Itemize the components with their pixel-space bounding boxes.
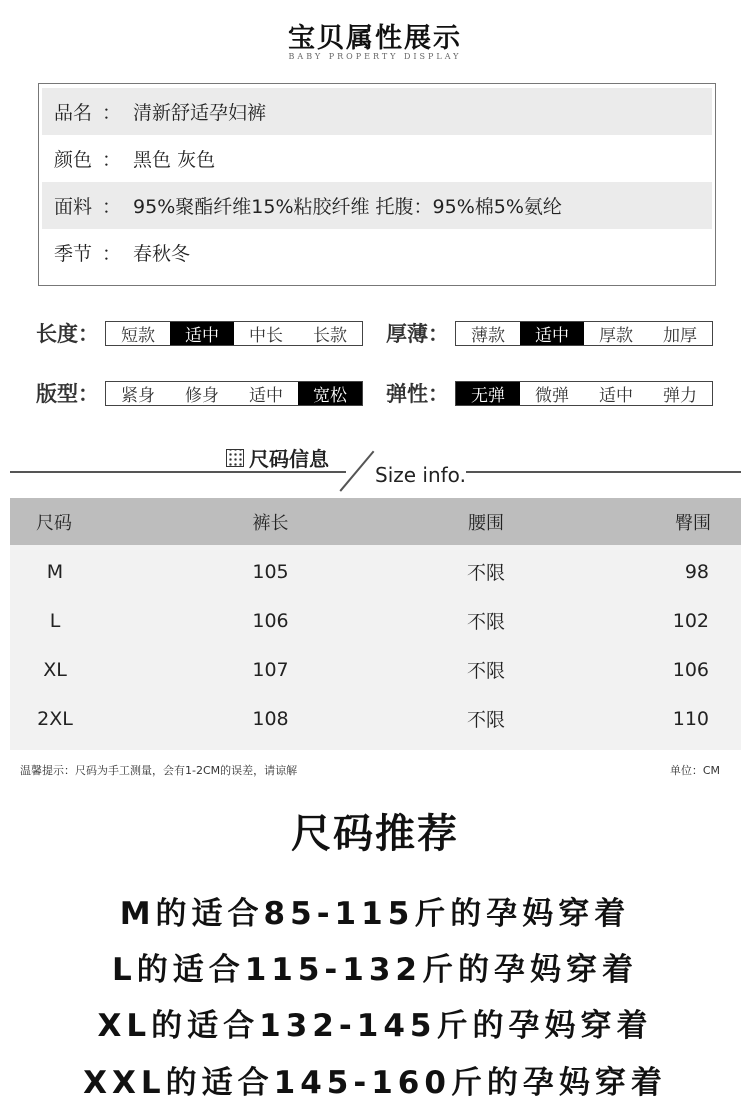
attribute-label: 厚薄： xyxy=(386,322,449,346)
property-panel xyxy=(38,83,716,286)
page-title: 宝贝属性展示 xyxy=(288,23,462,54)
option-group xyxy=(105,381,363,406)
property-value: 清新舒适孕妇裤 xyxy=(133,102,267,124)
option-chip: 弹力 xyxy=(663,385,697,406)
property-value: 春秋冬 xyxy=(133,243,191,265)
table-row xyxy=(10,547,741,596)
property-separator: ： xyxy=(102,196,122,218)
grid-icon xyxy=(226,449,244,467)
table-cell: 105 xyxy=(252,560,289,583)
table-cell: 不限 xyxy=(466,709,505,731)
property-value: 黑色 灰色 xyxy=(133,149,216,171)
attribute-label: 版型： xyxy=(36,382,99,406)
table-body xyxy=(10,545,741,750)
option-chip: 中长 xyxy=(249,325,283,346)
property-row-fabric xyxy=(42,182,712,229)
option-chip: 厚款 xyxy=(599,325,633,346)
option-chip: 适中 xyxy=(249,385,283,406)
table-cell: M xyxy=(46,560,64,583)
option-chip-selected: 宽松 xyxy=(298,382,362,405)
table-row xyxy=(10,645,741,694)
option-group xyxy=(455,381,713,406)
property-key: 季节 xyxy=(54,243,93,265)
column-header: 臀围 xyxy=(675,512,711,534)
table-cell: 98 xyxy=(684,560,709,583)
table-cell: 不限 xyxy=(466,562,505,584)
attribute-label: 长度： xyxy=(36,322,99,346)
option-chip-selected: 适中 xyxy=(520,322,584,345)
attribute-length xyxy=(36,318,363,348)
table-cell: 106 xyxy=(672,658,709,681)
option-chip-selected: 适中 xyxy=(170,322,234,345)
property-key: 品名 xyxy=(54,102,93,124)
attribute-label: 弹性： xyxy=(386,382,449,406)
property-row-season xyxy=(42,229,712,276)
property-value: 95%聚酯纤维15%粘胶纤维 托腹：95%棉5%氨纶 xyxy=(133,196,562,218)
unit-label: 单位：CM xyxy=(669,764,720,777)
option-chip: 适中 xyxy=(599,385,633,406)
size-info-header xyxy=(0,433,750,493)
page-subtitle: BABY PROPERTY DISPLAY xyxy=(288,52,462,61)
divider xyxy=(466,471,741,473)
property-key: 面料 xyxy=(54,196,93,218)
property-key: 颜色 xyxy=(54,149,93,171)
measurement-note: 温馨提示：尺码为手工测量，会有1-2CM的误差，请谅解 xyxy=(20,764,298,777)
column-header: 腰围 xyxy=(468,512,504,534)
table-row xyxy=(10,694,741,743)
column-header: 尺码 xyxy=(36,512,72,534)
table-row xyxy=(10,596,741,645)
option-chip: 短款 xyxy=(121,325,155,346)
table-cell: 110 xyxy=(672,707,709,730)
table-header xyxy=(10,498,741,545)
attribute-thickness xyxy=(386,318,713,348)
table-cell: 106 xyxy=(252,609,289,632)
column-header: 裤长 xyxy=(252,512,289,534)
recommendation-line: XL的适合132-145斤的孕妈穿着 xyxy=(97,1008,653,1044)
attribute-elasticity xyxy=(386,378,713,408)
table-cell: 2XL xyxy=(37,707,73,730)
option-group xyxy=(105,321,363,346)
option-chip: 紧身 xyxy=(121,385,155,406)
size-info-title-text: 尺码信息 xyxy=(249,447,329,471)
property-row-color xyxy=(42,135,712,182)
option-chip: 长款 xyxy=(313,325,347,346)
table-cell: XL xyxy=(43,658,67,681)
property-separator: ： xyxy=(102,102,122,124)
option-chip: 加厚 xyxy=(663,325,697,346)
property-row-name xyxy=(42,88,712,135)
size-info-title xyxy=(226,443,329,472)
recommendation-line: M的适合85-115斤的孕妈穿着 xyxy=(119,896,631,932)
recommendation-line: XXL的适合145-160斤的孕妈穿着 xyxy=(83,1065,667,1101)
table-cell: 不限 xyxy=(466,611,505,633)
recommendation-line: L的适合115-132斤的孕妈穿着 xyxy=(111,952,639,988)
size-table xyxy=(10,498,741,750)
option-chip: 微弹 xyxy=(535,385,569,406)
option-group xyxy=(455,321,713,346)
table-cell: 102 xyxy=(672,609,709,632)
size-recommendation-title: 尺码推荐 xyxy=(291,811,459,857)
table-cell: 不限 xyxy=(466,660,505,682)
attribute-fit xyxy=(36,378,363,408)
property-separator: ： xyxy=(102,243,122,265)
property-separator: ： xyxy=(102,149,122,171)
option-chip: 修身 xyxy=(185,385,219,406)
option-chip-selected: 无弹 xyxy=(456,382,520,405)
table-cell: L xyxy=(49,609,61,632)
table-cell: 108 xyxy=(252,707,289,730)
table-cell: 107 xyxy=(252,658,289,681)
option-chip: 薄款 xyxy=(471,325,505,346)
size-info-title-en: Size info. xyxy=(375,463,466,487)
